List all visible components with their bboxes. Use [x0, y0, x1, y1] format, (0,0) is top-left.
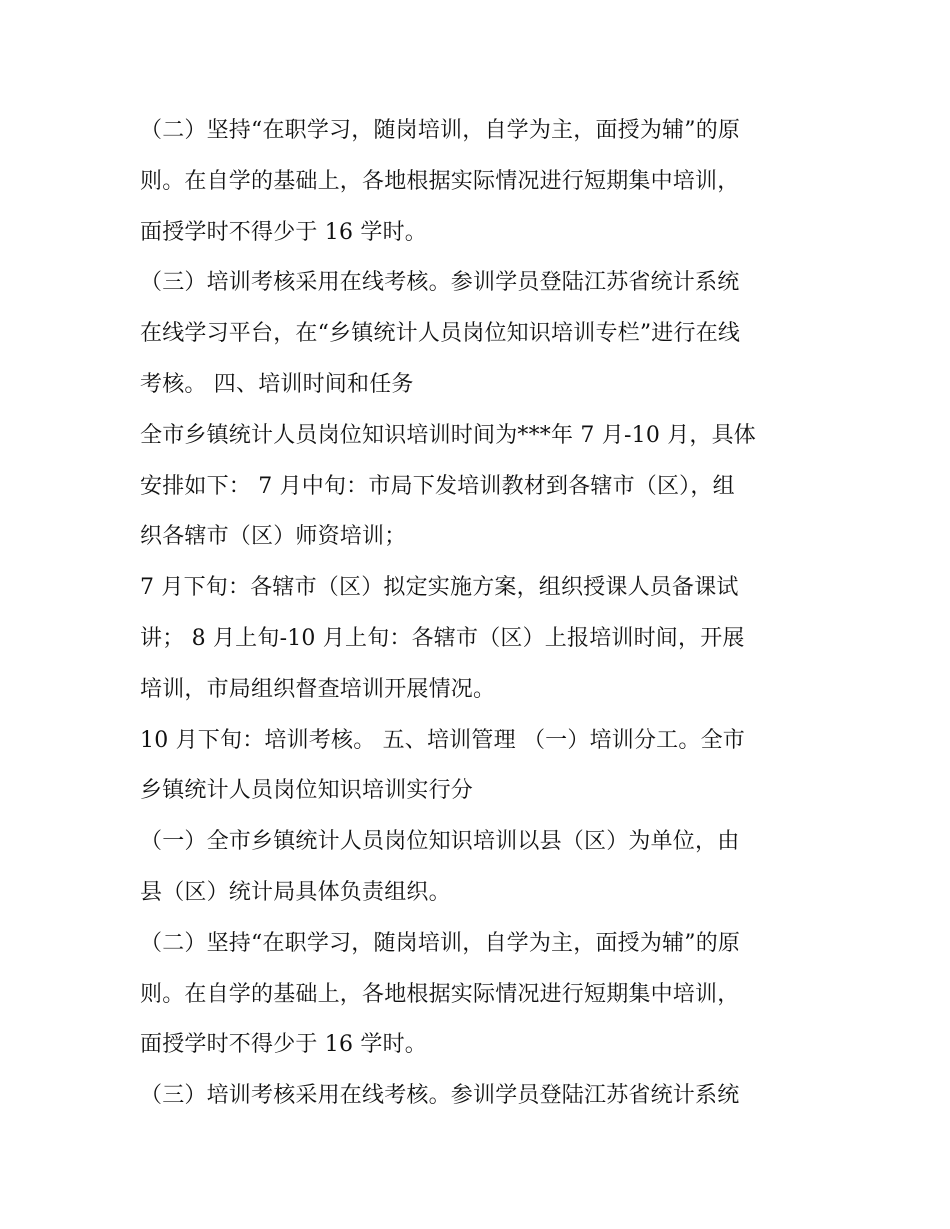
text-line: 面授学时不得少于 16 学时。 — [140, 219, 427, 245]
text-line: （三）培训考核采用在线考核。参训学员登陆江苏省统计系统 — [140, 270, 740, 296]
text-line: 则。在自学的基础上，各地根据实际情况进行短期集中培训， — [140, 981, 740, 1007]
text-line: 面授学时不得少于 16 学时。 — [140, 1032, 427, 1058]
text-line: （三）培训考核采用在线考核。参训学员登陆江苏省统计系统 — [140, 1083, 740, 1109]
text-line: 10 月下旬：培训考核。 五、培训管理 （一）培训分工。全市 — [140, 727, 745, 753]
text-line: 织各辖市（区）师资培训； — [140, 524, 407, 550]
text-line: 考核。 四、培训时间和任务 — [140, 371, 414, 397]
text-line: 则。在自学的基础上，各地根据实际情况进行短期集中培训， — [140, 168, 740, 194]
text-line: 乡镇统计人员岗位知识培训实行分 — [140, 778, 474, 804]
text-line: 县（区）统计局具体负责组织。 — [140, 879, 451, 905]
document-body — [140, 106, 820, 1122]
text-line: 培训，市局组织督查培训开展情况。 — [140, 676, 496, 702]
text-line: 全市乡镇统计人员岗位知识培训时间为***年 7 月-10 月，具体 — [140, 422, 757, 448]
text-line: 讲； 8 月上旬-10 月上旬：各辖市（区）上报培训时间，开展 — [140, 625, 745, 651]
text-line: （一）全市乡镇统计人员岗位知识培训以县（区）为单位，由 — [140, 829, 740, 855]
text-line: （二）坚持“在职学习，随岗培训，自学为主，面授为辅”的原 — [140, 930, 741, 956]
text-line: （二）坚持“在职学习，随岗培训，自学为主，面授为辅”的原 — [140, 118, 741, 143]
text-line: 7 月下旬：各辖市（区）拟定实施方案，组织授课人员备课试 — [140, 575, 739, 601]
text-line: 安排如下： 7 月中旬：市局下发培训教材到各辖市（区），组 — [140, 473, 735, 499]
text-line: 在线学习平台，在“乡镇统计人员岗位知识培训专栏”进行在线 — [140, 321, 741, 347]
